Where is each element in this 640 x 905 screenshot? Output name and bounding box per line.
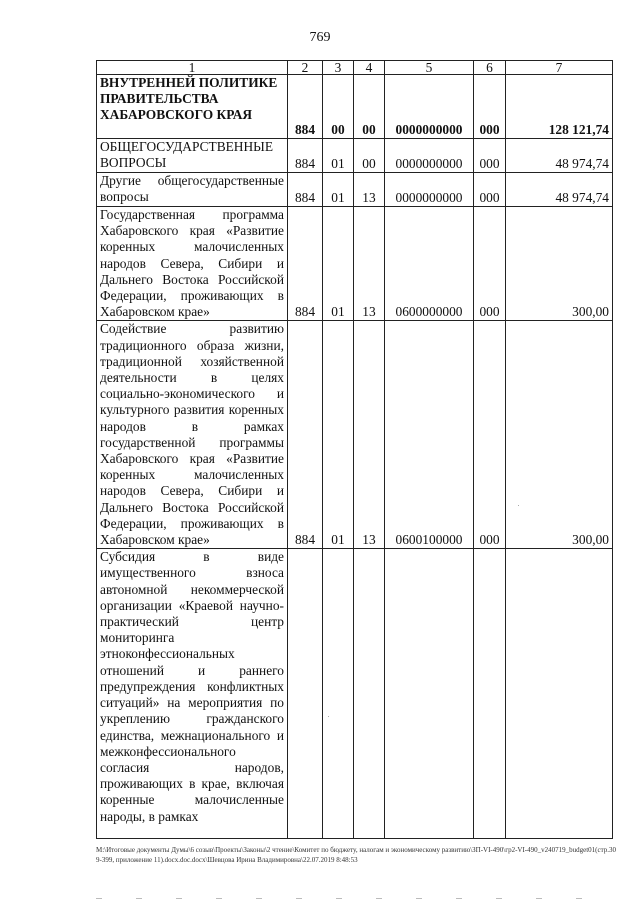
table-row	[97, 75, 613, 139]
scan-artifact-line	[96, 898, 616, 899]
cell-section: 01	[323, 321, 354, 549]
row-description: Другие общегосударственные вопросы	[97, 173, 288, 207]
cell-target-article: 0000000000	[385, 173, 474, 207]
cell-grbs: 884	[288, 207, 323, 321]
column-header: 6	[474, 61, 506, 75]
row-description: Государственная программа Хабаровского края «Развитие коренных малочисленных народов Севера, Сибири и Дальнего Востока Российской Федерации, проживающих в Хабаровском крае»	[97, 207, 288, 321]
table-row	[97, 321, 613, 549]
cell-subsection	[354, 549, 385, 839]
cell-target-article: 0000000000	[385, 75, 474, 139]
cell-expense-type: 000	[474, 321, 506, 549]
cell-grbs	[288, 549, 323, 839]
table-header-row	[97, 61, 613, 75]
column-header: 3	[323, 61, 354, 75]
cell-amount: 48 974,74	[506, 139, 613, 173]
cell-amount	[506, 549, 613, 839]
cell-expense-type	[474, 549, 506, 839]
row-description: ОБЩЕГОСУДАРСТВЕННЫЕ ВОПРОСЫ	[97, 139, 288, 173]
column-header: 7	[506, 61, 613, 75]
cell-target-article: 0000000000	[385, 139, 474, 173]
table-row	[97, 549, 613, 839]
cell-section: 01	[323, 173, 354, 207]
cell-subsection: 00	[354, 139, 385, 173]
cell-subsection: 13	[354, 321, 385, 549]
scan-speck	[328, 716, 329, 717]
cell-section: 00	[323, 75, 354, 139]
cell-grbs: 884	[288, 139, 323, 173]
cell-target-article: 0600100000	[385, 321, 474, 549]
cell-section: 01	[323, 139, 354, 173]
column-header: 1	[97, 61, 288, 75]
cell-grbs: 884	[288, 75, 323, 139]
table-row	[97, 207, 613, 321]
document-footer-path: M:\Итоговые документы Думы\6 созыв\Проекты\Законы\2 чтение\Комитет по бюджету, налогам и экономическому развитию\ЗП-VI-490\гр2-VI-490_v240719_budget01(стр.309-399, приложение 11).docx.doc.docx\Шевцова Ирина Владимировна\22.07.2019 8:48:53	[96, 846, 617, 864]
cell-amount: 300,00	[506, 207, 613, 321]
table-row	[97, 139, 613, 173]
cell-amount: 300,00	[506, 321, 613, 549]
row-description: Содействие развитию традиционного образа жизни, традиционной хозяйственной деятельности в целях социально-экономического и культурного развития коренных народов в рамках государственной программы Хабаровского края «Развитие коренных малочисленных народов Севера, Сибири и Дальнего Востока Российской Федерации, проживающих в Хабаровском крае»	[97, 321, 288, 549]
cell-amount: 48 974,74	[506, 173, 613, 207]
scan-speck	[518, 505, 519, 506]
cell-subsection: 13	[354, 173, 385, 207]
row-description: ВНУТРЕННЕЙ ПОЛИТИКЕ ПРАВИТЕЛЬСТВА ХАБАРОВСКОГО КРАЯ	[97, 75, 288, 139]
cell-target-article: 0600000000	[385, 207, 474, 321]
cell-expense-type: 000	[474, 173, 506, 207]
column-header: 4	[354, 61, 385, 75]
cell-grbs: 884	[288, 173, 323, 207]
cell-grbs: 884	[288, 321, 323, 549]
budget-table	[96, 60, 613, 839]
cell-expense-type: 000	[474, 75, 506, 139]
cell-subsection: 13	[354, 207, 385, 321]
cell-section	[323, 549, 354, 839]
column-header: 2	[288, 61, 323, 75]
cell-section: 01	[323, 207, 354, 321]
cell-expense-type: 000	[474, 139, 506, 173]
cell-expense-type: 000	[474, 207, 506, 321]
column-header: 5	[385, 61, 474, 75]
cell-target-article	[385, 549, 474, 839]
table-row	[97, 173, 613, 207]
cell-subsection: 00	[354, 75, 385, 139]
page-number: 769	[309, 30, 331, 45]
row-description: Субсидия в виде имущественного взноса автономной некоммерческой организации «Краевой научно-практический центр мониторинга этноконфессиональных отношений и раннего предупреждения конфликтных ситуаций» на мероприятия по укреплению гражданского единства, межнационального и межконфессионального согласия народов, проживающих в крае, включая коренные малочисленные народы, в рамках	[97, 549, 288, 839]
cell-amount: 128 121,74	[506, 75, 613, 139]
